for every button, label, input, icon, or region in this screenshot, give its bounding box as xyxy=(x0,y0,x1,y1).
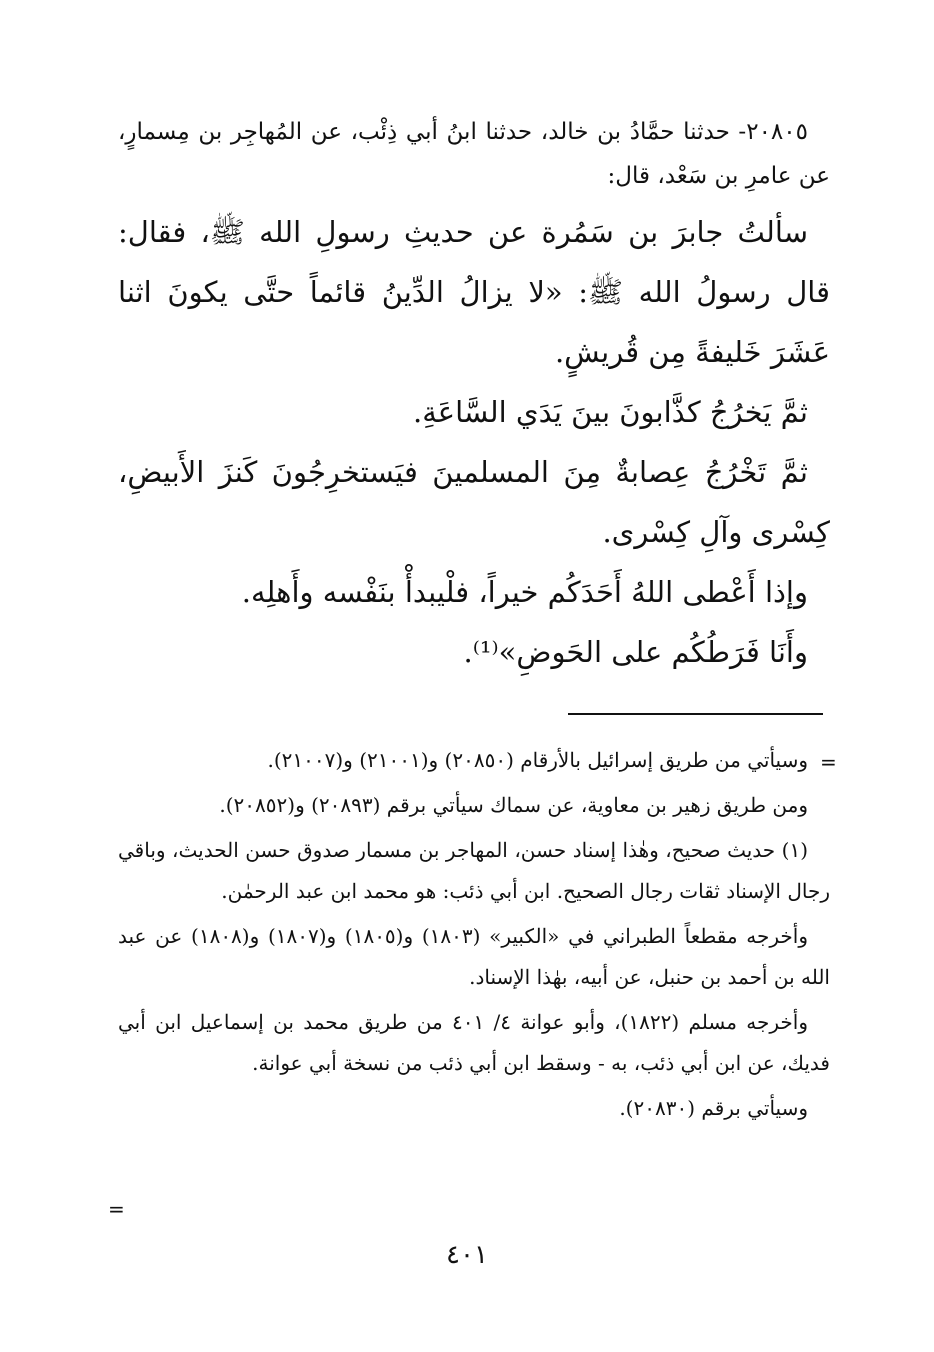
hadith-chain xyxy=(118,110,830,198)
hadith-paragraph: سألتُ جابرَ بن سَمُرة عن حديثِ رسولِ الله ﷺ، فقال: قال رسولُ الله ﷺ: «لا يزالُ الدِّينُ قائماً حتَّى يكونَ اثنا عَشَرَ خَليفةً مِن قُريشٍ. xyxy=(118,215,830,369)
hadith-paragraph: وأَنَا فَرَطُكُم على الحَوضِ»⁽¹⁾. xyxy=(463,635,808,669)
continuation-mark: = xyxy=(108,1197,125,1221)
footnote-divider xyxy=(568,713,823,715)
footnote-paragraph: وأخرجه مقطعاً الطبراني في «الكبير» (١٨٠٣) و(١٨٠٥) و(١٨٠٧) و(١٨٠٨) عن عبد الله بن أحمد بن حنبل، عن أبيه، بهٰذا الإسناد. xyxy=(118,924,830,989)
hadith-paragraph: ثمَّ تَخْرُجُ عِصابةٌ مِنَ المسلمينَ فيَستخرِجُونَ كَنزَ الأَبيضِ، كِسْرى وآلِ كِسْرى. xyxy=(118,455,830,549)
footnote-paragraph: وأخرجه مسلم (١٨٢٢)، وأبو عوانة ٤/ ٤٠١ من طريق محمد بن إسماعيل ابن أبي فديك، عن ابن أبي ذئب، به - وسقط ابن أبي ذئب من نسخة أبي عوانة. xyxy=(118,1010,830,1075)
footnotes xyxy=(118,740,830,1133)
footnote-paragraph: وسيأتي من طريق إسرائيل بالأرقام (٢٠٨٥٠) و(٢١٠٠١) و(٢١٠٠٧). xyxy=(267,748,808,772)
page-number: ٤٠١ xyxy=(446,1240,488,1270)
continuation-mark: = xyxy=(820,750,837,774)
footnote-paragraph: ومن طريق زهير بن معاوية، عن سماك سيأتي برقم (٢٠٨٩٣) و(٢٠٨٥٢). xyxy=(219,793,808,817)
hadith-paragraph: وإذا أَعْطى اللهُ أَحَدَكُم خيراً، فلْيبدأْ بنَفْسه وأَهلِه. xyxy=(241,575,808,609)
footnote-paragraph: وسيأتي برقم (٢٠٨٣٠). xyxy=(619,1096,808,1120)
hadith-text xyxy=(118,202,830,682)
isnad-paragraph: ٢٠٨٠٥- حدثنا حمَّادُ بن خالد، حدثنا ابنُ أبي ذِئْب، عن المُهاجِر بن مِسمارٍ، عن عامرِ بن سَعْد، قال: xyxy=(118,119,830,189)
footnote-paragraph: (١) حديث صحيح، وهٰذا إسناد حسن، المهاجر بن مسمار صدوق حسن الحديث، وباقي رجال الإسناد ثقات رجال الصحيح. ابن أبي ذئب: هو محمد ابن عبد الرحمٰن. xyxy=(118,838,830,903)
hadith-paragraph: ثمَّ يَخرُجُ كذَّابونَ بينَ يَدَي السَّاعَةِ. xyxy=(413,395,808,429)
